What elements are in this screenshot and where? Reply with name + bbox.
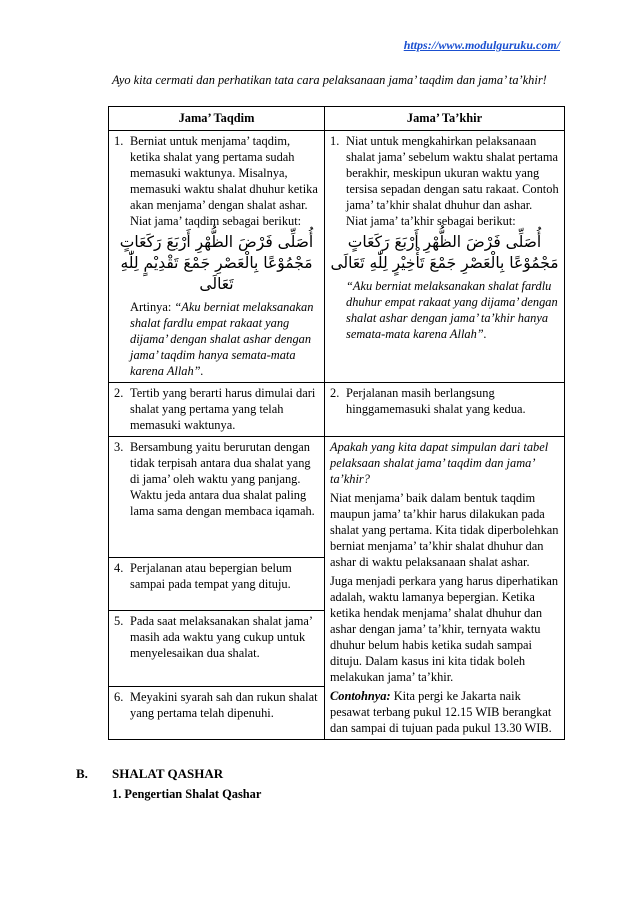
- arabic-niat-takhir: أُصَلِّى فَرْضَ الظُّهْرِ أَرْبَعَ رَكَعَاتٍ مَجْمُوْعًا بِالْعَصْرِ جَمْعَ تَأْخِيْرٍ لِلّٰهِ تَعَالَى: [330, 233, 559, 272]
- artinya-text: “Aku berniat melaksanakan shalat fardlu empat rakaat yang dijama’ dengan shalat ashar dengan jama’ taqdim hanya semata-mata karena Allah”.: [130, 300, 314, 378]
- table-header-row: [109, 107, 565, 131]
- subsection-heading: 1. Pengertian Shalat Qashar: [112, 787, 262, 801]
- item-text: Tertib yang berarti harus dimulai dari shalat yang pertama yang telah memasuki waktunya.: [130, 386, 316, 432]
- item-number: 5.: [114, 613, 124, 628]
- col-header-takhir: Jama’ Ta’khir: [325, 107, 565, 131]
- item-number: 4.: [114, 560, 124, 575]
- summary-paragraph-1: Niat menjama’ baik dalam bentuk taqdim maupun jama’ ta’khir harus dilakukan pada shalat yang pertama. Kita tidak diperbolehkan berniat menjama’ ta’khir shalat dhuhur dan ashar di waktu pelaksanaan shalat ashar.: [330, 491, 559, 569]
- item-text: Perjalanan atau bepergian belum sampai pada tempat yang dituju.: [130, 560, 292, 591]
- summary-question: Apakah yang kita dapat simpulan dari tabel pelaksaan shalat jama’ taqdim dan jama’ ta’khir?: [330, 440, 549, 486]
- table-row: [109, 383, 565, 437]
- cell-takhir-1: [325, 131, 565, 383]
- item-text: Pada saat melaksanakan shalat jama’ masih ada waktu yang cukup untuk menyelesaikan dua shalat.: [130, 613, 313, 660]
- cell-taqdim-2: [109, 383, 325, 437]
- cell-taqdim-3: [109, 437, 325, 558]
- table-row: [109, 131, 565, 383]
- item-number: 3.: [114, 440, 124, 454]
- item-text: Bersambung yaitu berurutan dengan tidak terpisah antara dua shalat yang di jama’ oleh waktu yang panjang. Waktu jeda antara dua shalat paling lama sama dengan membaca iqamah.: [130, 440, 315, 518]
- summary-paragraph-2: Juga menjadi perkara yang harus diperhatikan adalah, waktu lamanya bepergian. Ketika ketika hendak menjama’ shalat dhuhur dan ashar dengan jama’ ta’khir, ternyata waktu dhuhur belum habis ketika sudah sampai dituju. Dalam kasus ini kita tidak boleh melakukan jama’ ta’khir.: [330, 574, 559, 684]
- example-text: Kita pergi ke Jakarta naik pesawat terbang pukul 12.15 WIB berangkat dan sampai di tujuan pada pukul 13.30 WIB.: [330, 689, 552, 735]
- cell-takhir-2: [325, 383, 565, 437]
- col-header-taqdim: Jama’ Taqdim: [109, 107, 325, 131]
- table-row: [109, 437, 565, 558]
- item-text: Berniat untuk menjama’ taqdim, ketika shalat yang pertama sudah memasuki waktunya. Misalnya, memasuki waktu shalat dhuhur ketika akan menjama’ dengan shalat ashar.: [130, 134, 318, 212]
- item-text: Niat untuk mengkahirkan pelaksanaan shalat jama’ sebelum waktu shalat pertama berakhir, meskipun ukuran waktu yang tersisa sepadan dengan satu rakaat. Contoh jama’ ta’khir shalat dhuhur dan ashar.: [346, 134, 559, 212]
- artinya-label: Artinya:: [130, 300, 172, 314]
- intro-text: Ayo kita cermati dan perhatikan tata cara pelaksanaan jama’ taqdim dan jama’ ta’khir!: [112, 73, 547, 87]
- section-label: B.: [76, 766, 88, 781]
- jama-table: [108, 106, 565, 740]
- item-text: Meyakini syarah sah dan rukun shalat yang pertama telah dipenuhi.: [130, 689, 318, 720]
- item-number: 6.: [114, 689, 124, 704]
- niat-label: Niat jama’ taqdim sebagai berikut:: [130, 214, 302, 228]
- cell-taqdim-4: [109, 557, 325, 610]
- item-number: 2.: [330, 386, 340, 400]
- section-heading-b: [76, 766, 223, 782]
- item-number: 2.: [114, 386, 124, 400]
- arabic-niat-taqdim: أُصَلِّى فَرْضَ الظُّهْرِ أَرْبَعَ رَكَعَاتٍ مَجْمُوْعًا بِالْعَصْرِ جَمْعَ تَقْدِيْمٍ لِلّٰهِ تَعَالَى: [119, 233, 314, 293]
- item-number: 1.: [114, 134, 124, 148]
- cell-summary: [325, 437, 565, 740]
- item-number: 1.: [330, 134, 340, 148]
- artinya-text: “Aku berniat melaksanakan shalat fardlu dhuhur empat rakaat yang dijama’ dengan shalat ashar dengan jama’ ta’khir hanya semata-mata karena Allah”.: [346, 279, 558, 341]
- section-title: SHALAT QASHAR: [112, 766, 224, 781]
- example-label: Contohnya:: [330, 689, 391, 703]
- cell-taqdim-5: [109, 610, 325, 686]
- header-url[interactable]: https://www.modulguruku.com/: [403, 38, 560, 52]
- item-text: Perjalanan masih berlangsung hinggamemasuki shalat yang kedua.: [346, 386, 526, 416]
- cell-taqdim-6: [109, 686, 325, 739]
- niat-label: Niat jama’ ta’khir sebagai berikut:: [346, 214, 516, 228]
- cell-taqdim-1: [109, 131, 325, 383]
